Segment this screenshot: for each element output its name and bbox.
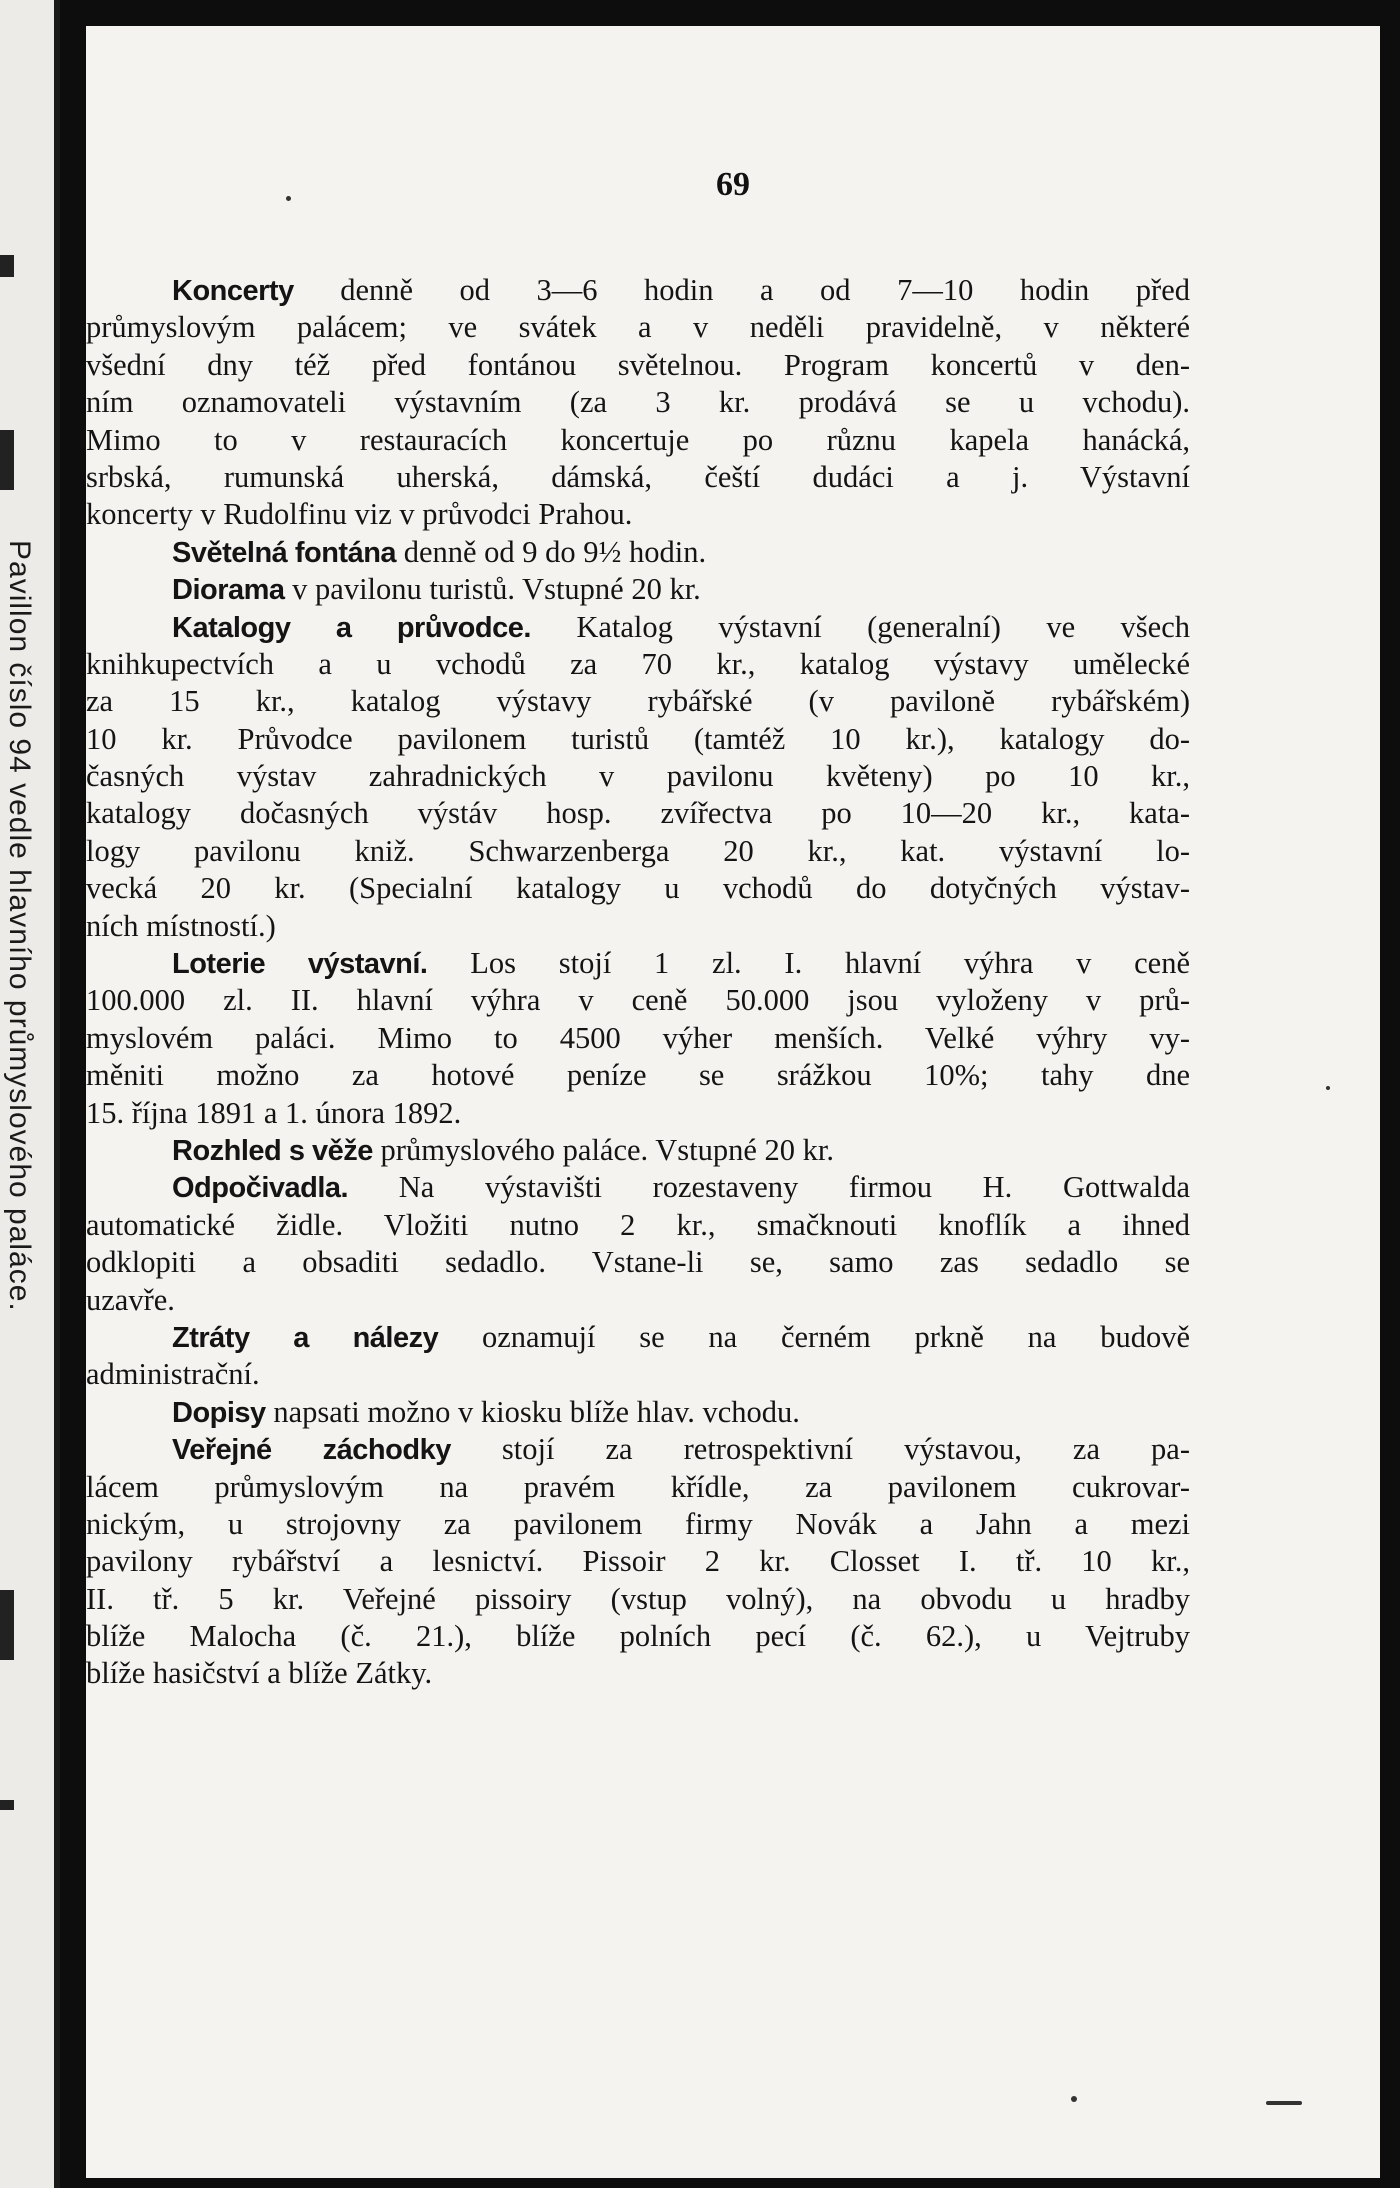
print-speck <box>1266 2101 1302 2105</box>
text-line <box>86 870 1190 907</box>
paragraph-heading: Dopisy <box>172 1396 266 1429</box>
line-text: napsati možno v kiosku blíže hlav. vchodu. <box>265 1394 800 1429</box>
line-text: logy pavilonu kniž. Schwarzenberga 20 kr., kat. výstavní lo- <box>86 833 1190 868</box>
spine-label: Pavillon číslo 94 vedle hlavního průmyslového paláce. <box>3 540 36 1312</box>
text-line <box>86 1282 1190 1319</box>
text-line <box>86 1132 1190 1169</box>
line-text: pavilony rybářství a lesnictví. Pissoir 2 kr. Closset I. tř. 10 kr., <box>86 1544 1190 1579</box>
line-text: koncerty v Rudolfinu viz v průvodci Prahou. <box>86 497 633 532</box>
line-text: automatické židle. Vložiti nutno 2 kr., smačknouti knoflík a ihned <box>86 1207 1190 1242</box>
text-line <box>86 1244 1190 1281</box>
line-text: srbská, rumunská uherská, dámská, čeští dudáci a j. Výstavní <box>86 459 1190 494</box>
line-text: myslovém paláci. Mimo to 4500 výher menších. Velké výhry vy- <box>86 1020 1190 1055</box>
line-text: katalogy dočasných výstáv hosp. zvířectva po 10—20 kr., kata- <box>86 796 1190 831</box>
text-line <box>86 1057 1190 1094</box>
text-line <box>86 1020 1190 1057</box>
line-text: Mimo to v restauracích koncertuje po různu kapela hanácká, <box>86 422 1190 457</box>
paragraph-heading: Katalogy a průvodce. <box>172 611 531 644</box>
text-line <box>86 272 1190 309</box>
line-text: 15. října 1891 a 1. února 1892. <box>86 1095 462 1130</box>
line-text: uzavře. <box>86 1282 175 1317</box>
page-body <box>86 272 1190 1693</box>
text-line <box>86 1394 1190 1431</box>
text-line <box>86 459 1190 496</box>
line-text: II. tř. 5 kr. Veřejné pissoiry (vstup volný), na obvodu u hradby <box>86 1581 1190 1616</box>
text-line <box>86 1169 1190 1206</box>
line-text: v pavilonu turistů. Vstupné 20 kr. <box>284 572 701 607</box>
paragraph <box>86 1319 1190 1394</box>
print-speck <box>1071 2096 1077 2102</box>
print-speck <box>1326 1086 1330 1090</box>
book-page <box>86 26 1380 2178</box>
text-line <box>86 1618 1190 1655</box>
text-line <box>86 1207 1190 1244</box>
paragraph-heading: Koncerty <box>172 275 294 307</box>
line-text: knihkupectvích a u vchodů za 70 kr., katalog výstavy umělecké <box>86 646 1190 681</box>
text-line <box>86 609 1190 646</box>
text-line <box>86 945 1190 982</box>
line-text: nickým, u strojovny za pavilonem firmy Novák a Jahn a mezi <box>86 1506 1190 1541</box>
paragraph <box>86 1169 1190 1319</box>
text-line <box>86 758 1190 795</box>
line-text: blíže hasičství a blíže Zátky. <box>86 1656 433 1691</box>
line-text: 100.000 zl. II. hlavní výhra v ceně 50.000 jsou vyloženy v prů- <box>86 983 1190 1018</box>
line-text: denně od 9 do 9½ hodin. <box>396 534 707 569</box>
paragraph <box>86 1132 1190 1169</box>
text-line <box>86 571 1190 608</box>
text-line <box>86 1095 1190 1132</box>
paragraph <box>86 534 1190 571</box>
line-text: průmyslovým palácem; ve svátek a v neděli pravidelně, v některé <box>86 310 1190 345</box>
text-line <box>86 721 1190 758</box>
line-text: časných výstav zahradnických v pavilonu květeny) po 10 kr., <box>86 759 1190 794</box>
line-text: ních místností.) <box>86 908 276 943</box>
line-text: ním oznamovateli výstavním (za 3 kr. prodává se u vchodu). <box>86 385 1190 420</box>
paragraph <box>86 609 1190 946</box>
text-line <box>86 1543 1190 1580</box>
paragraph <box>86 571 1190 608</box>
paragraph-heading: Odpočivadla. <box>172 1172 349 1205</box>
page-number: 69 <box>716 166 750 203</box>
text-line <box>86 534 1190 571</box>
paragraph <box>86 272 1190 534</box>
paragraph <box>86 1394 1190 1431</box>
paragraph <box>86 1431 1190 1693</box>
paragraph-heading: Světelná fontána <box>172 536 397 569</box>
line-text: Los stojí 1 zl. I. hlavní výhra v ceně <box>427 946 1190 981</box>
paragraph <box>86 945 1190 1132</box>
line-text: denně od 3—6 hodin a od 7—10 hodin před <box>293 273 1190 307</box>
text-line <box>86 309 1190 346</box>
text-line <box>86 384 1190 421</box>
print-speck <box>286 196 291 201</box>
text-line <box>86 1469 1190 1506</box>
line-text: blíže Malocha (č. 21.), blíže polních pecí (č. 62.), u Vejtruby <box>86 1619 1190 1654</box>
line-text: průmyslového paláce. Vstupné 20 kr. <box>372 1132 834 1167</box>
paragraph-heading: Veřejné záchodky <box>172 1434 451 1467</box>
binding-mark <box>0 255 14 277</box>
paragraph-heading: Rozhled s věže <box>172 1134 373 1167</box>
text-line <box>86 1319 1190 1356</box>
paragraph-heading: Diorama <box>172 574 285 607</box>
text-line <box>86 1655 1190 1692</box>
line-text: vecká 20 kr. (Specialní katalogy u vchodů do dotyčných výstav- <box>86 871 1190 906</box>
line-text: Katalog výstavní (generalní) ve všech <box>530 609 1190 644</box>
text-line <box>86 683 1190 720</box>
text-line <box>86 908 1190 945</box>
text-line <box>86 1431 1190 1468</box>
line-text: 10 kr. Průvodce pavilonem turistů (tamtéž 10 kr.), katalogy do- <box>86 721 1190 756</box>
text-line <box>86 833 1190 870</box>
text-line <box>86 646 1190 683</box>
text-line <box>86 347 1190 384</box>
line-text: odklopiti a obsaditi sedadlo. Vstane-li se, samo zas sedadlo se <box>86 1245 1190 1280</box>
paragraph-heading: Loterie výstavní. <box>172 948 428 981</box>
line-text: oznamují se na černém prkně na budově <box>438 1319 1191 1354</box>
text-line <box>86 422 1190 459</box>
text-line <box>86 496 1190 533</box>
paragraph-heading: Ztráty a nálezy <box>172 1321 439 1354</box>
line-text: Na výstavišti rozestaveny firmou H. Gottwalda <box>348 1170 1190 1205</box>
binding-edge <box>0 0 60 2188</box>
text-line <box>86 982 1190 1019</box>
text-line <box>86 1581 1190 1618</box>
line-text: všední dny též před fontánou světelnou. Program koncertů v den- <box>86 347 1190 382</box>
binding-mark <box>0 1590 14 1660</box>
binding-mark <box>0 430 14 490</box>
line-text: stojí za retrospektivní výstavou, za pa- <box>450 1432 1190 1467</box>
text-line <box>86 1356 1190 1393</box>
text-line <box>86 1506 1190 1543</box>
line-text: měniti možno za hotové peníze se srážkou 10%; tahy dne <box>86 1058 1190 1093</box>
line-text: lácem průmyslovým na pravém křídle, za pavilonem cukrovar- <box>86 1469 1190 1504</box>
line-text: za 15 kr., katalog výstavy rybářské (v pavilonĕ rybářském) <box>86 684 1190 719</box>
line-text: administrační. <box>86 1357 260 1392</box>
binding-mark <box>0 1800 14 1810</box>
text-line <box>86 795 1190 832</box>
